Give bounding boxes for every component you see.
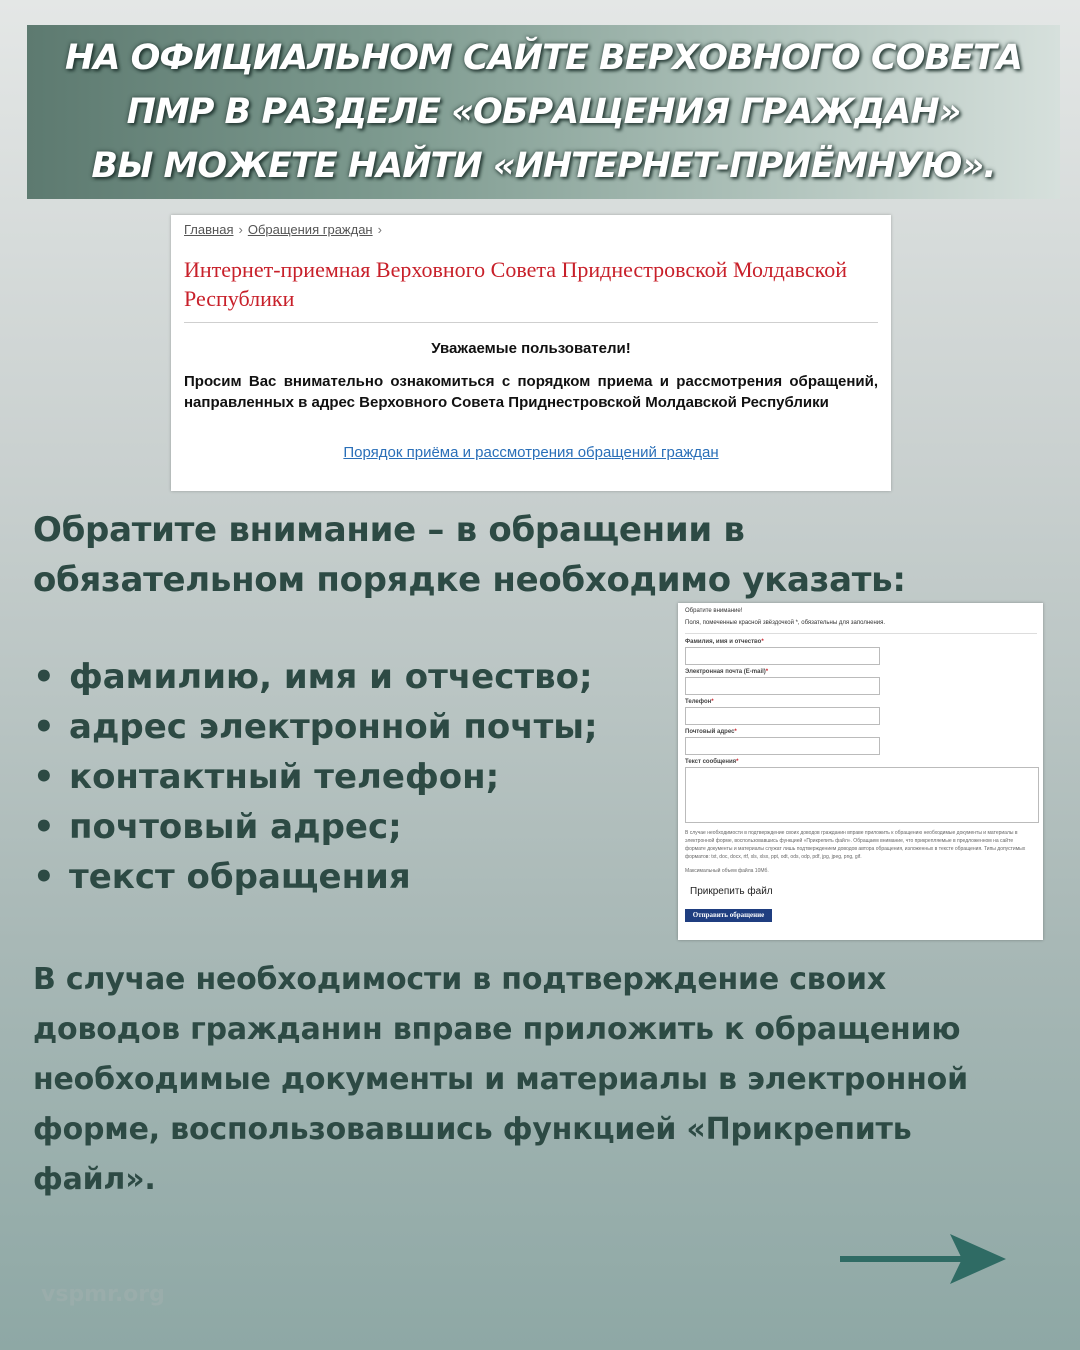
bullet-icon: •: [33, 657, 55, 697]
postal-input[interactable]: [685, 737, 880, 755]
message-label: Текст сообщения*: [685, 759, 739, 765]
banner-line-1: НА ОФИЦИАЛЬНОМ САЙТЕ ВЕРХОВНОГО СОВЕТА: [65, 38, 1022, 78]
list-item-text: контактный телефон;: [69, 757, 500, 797]
fio-label: Фамилия, имя и отчество*: [685, 639, 764, 645]
form-notice-title: Обратите внимание!: [685, 608, 743, 614]
list-item-text: текст обращения: [69, 857, 411, 897]
list-item-text: почтовый адрес;: [69, 807, 402, 847]
intro-paragraph: Просим Вас внимательно ознакомиться с порядком приема и рассмотрения обращений, направленных в адрес Верховного Совета Приднестровской Молдавской Республики: [184, 373, 878, 411]
email-label: Электронная почта (E-mail)*: [685, 669, 769, 675]
site-screenshot-form: [678, 603, 1043, 940]
max-size-note: Максимальный объем файла 10Мб.: [685, 868, 769, 874]
site-screenshot-reception: [171, 215, 891, 491]
notice-heading-line-2: обязательном порядке необходимо указать:: [33, 560, 906, 600]
greeting: Уважаемые пользователи!: [431, 340, 631, 357]
bullet-icon: •: [33, 807, 55, 847]
breadcrumb: [184, 222, 387, 237]
attach-file-button[interactable]: Прикрепить файл: [690, 886, 773, 897]
banner-line-3: ВЫ МОЖЕТЕ НАЙТИ «ИНТЕРНЕТ-ПРИЁМНУЮ».: [91, 146, 996, 186]
breadcrumb-separator: ›: [377, 222, 382, 237]
send-appeal-button[interactable]: Отправить обращение: [685, 909, 772, 922]
list-item: [33, 752, 598, 802]
bullet-icon: •: [33, 707, 55, 747]
list-item: [33, 702, 598, 752]
list-item-text: фамилию, имя и отчество;: [69, 657, 593, 697]
breadcrumb-appeals-link[interactable]: Обращения граждан: [247, 222, 373, 237]
list-item: [33, 652, 598, 702]
phone-input[interactable]: [685, 707, 880, 725]
required-fields-list: [33, 652, 598, 902]
form-divider: [685, 633, 1037, 634]
phone-label: Телефон*: [685, 699, 714, 705]
notice-heading-line-1: Обратите внимание – в обращении в: [33, 510, 745, 550]
list-item-text: адрес электронной почты;: [69, 707, 598, 747]
procedure-link[interactable]: Порядок приёма и рассмотрения обращений граждан: [343, 444, 719, 461]
title-banner: [27, 25, 1060, 199]
reception-title: Интернет-приемная Верховного Совета Приднестровской Молдавской Республики: [184, 257, 847, 311]
bullet-icon: •: [33, 757, 55, 797]
attachment-note: В случае необходимости в подтверждение своих доводов гражданин вправе приложить к обращению необходимые документы и материалы в электронной форме, воспользовавшись функцией «Прикрепить файл». Обращаем внимание, что прикрепляемые в предложенном на сайте формате документы и материалы служат лишь подтверждением доводов автора обращения, изложенных в тексте обращения. Типы допустимых форматов: txt, doc, docx, rtf, xls, xlsx, ppt, odt, ods, odp, pdf, jpg, jpeg, png, gif.: [685, 830, 1026, 860]
list-item: [33, 852, 598, 902]
divider: [184, 322, 878, 323]
postal-label: Почтовый адрес*: [685, 729, 737, 735]
site-watermark: vspmr.org: [41, 1282, 165, 1307]
breadcrumb-separator: ›: [238, 222, 243, 237]
list-item: [33, 802, 598, 852]
email-input[interactable]: [685, 677, 880, 695]
notice-heading: [33, 505, 933, 605]
bullet-icon: •: [33, 857, 55, 897]
attachment-paragraph: В случае необходимости в подтверждение своих доводов гражданин вправе приложить к обращению необходимые документы и материалы в электронной форме, воспользовавшись функцией «Прикрепить файл».: [33, 962, 968, 1197]
breadcrumb-home-link[interactable]: Главная: [184, 222, 234, 237]
form-notice-text: Поля, помеченные красной звёздочкой *, обязательны для заполнения.: [685, 620, 886, 626]
message-textarea[interactable]: [685, 767, 1039, 823]
fio-input[interactable]: [685, 647, 880, 665]
banner-line-2: ПМР В РАЗДЕЛЕ «ОБРАЩЕНИЯ ГРАЖДАН»: [126, 92, 961, 132]
next-arrow-icon[interactable]: [838, 1232, 1008, 1288]
